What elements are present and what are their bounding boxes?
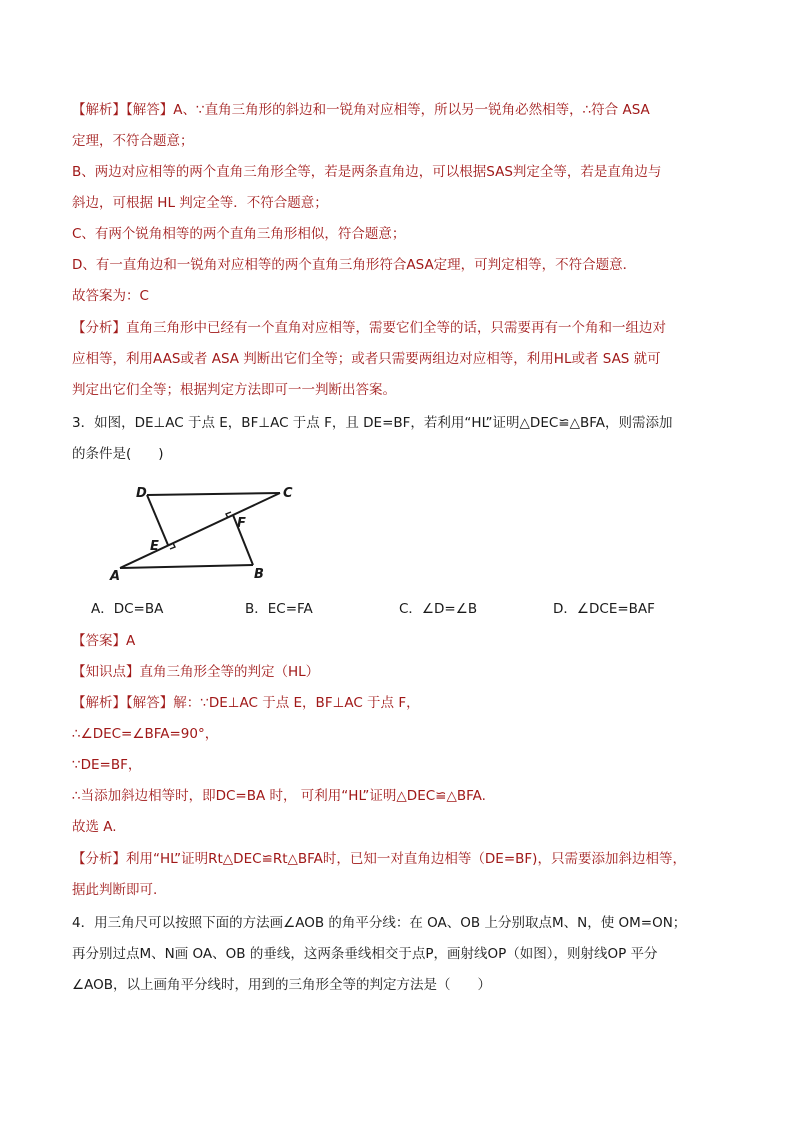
label-C: C xyxy=(283,486,293,501)
q3-solution-line-2: ∴∠DEC=∠BFA=90°， xyxy=(72,726,219,742)
analysis-line-4: 斜边，可根据 HL 判定全等．不符合题意； xyxy=(72,195,328,211)
segment-AC xyxy=(120,493,280,568)
analysis-line-3: B、两边对应相等的两个直角三角形全等，若是两条直角边，可以根据SAS判定全等，若是直角边与 xyxy=(72,164,662,180)
q3-knowledge-point: 【知识点】直角三角形全等的判定（HL） xyxy=(72,664,320,680)
q3-solution-line-5: 故选 A. xyxy=(72,819,117,835)
option-b: B．EC=FA xyxy=(245,601,313,617)
q3-solution-line-1: 【解析】【解答】解：∵DE⊥AC 于点 E，BF⊥AC 于点 F， xyxy=(72,695,420,711)
q4-stem-line-1: 4．用三角尺可以按照下面的方法画∠AOB 的角平分线：在 OA、OB 上分别取点M、N，使 OM=ON； xyxy=(72,915,687,931)
option-c: C．∠D=∠B xyxy=(399,601,478,617)
analysis-line-6: D、有一直角边和一锐角对应相等的两个直角三角形符合ASA定理，可判定相等，不符合题意． xyxy=(72,257,637,273)
analysis-line-2: 定理，不符合题意； xyxy=(72,133,194,149)
option-a: A．DC=BA xyxy=(91,601,164,617)
label-B: B xyxy=(254,567,264,582)
label-D: D xyxy=(136,486,147,501)
segment-AB xyxy=(120,565,253,568)
label-E: E xyxy=(150,539,159,554)
label-F: F xyxy=(237,516,246,531)
fenxi-line-1: 【分析】直角三角形中已经有一个直角对应相等，需要它们全等的话，只需要再有一个角和一组边对 xyxy=(72,320,666,336)
q4-stem-line-2: 再分别过点M、N画 OA、OB 的垂线，这两条垂线相交于点P，画射线OP（如图），则射线OP 平分 xyxy=(72,946,658,962)
segment-DE xyxy=(147,495,168,545)
q3-stem-line-1: 3．如图，DE⊥AC 于点 E，BF⊥AC 于点 F，且 DE=BF，若利用“HL”证明△DEC≌△BFA，则需添加 xyxy=(72,415,673,431)
analysis-line-1: 【解析】【解答】A、∵直角三角形的斜边和一锐角对应相等，所以另一锐角必然相等，∴符合 ASA xyxy=(72,102,650,118)
q3-solution-line-4: ∴当添加斜边相等时，即DC=BA 时， 可利用“HL”证明△DEC≌△BFA. xyxy=(72,788,486,804)
fenxi-line-2: 应相等，利用AAS或者 ASA 判断出它们全等；或者只需要两组边对应相等，利用HL或者 SAS 就可 xyxy=(72,351,661,367)
fenxi-line-3: 判定出它们全等；根据判定方法即可一一判断出答案。 xyxy=(72,382,396,398)
option-d: D．∠DCE=BAF xyxy=(553,601,655,617)
q3-stem-line-2: 的条件是( ) xyxy=(72,446,164,462)
q3-answer: 【答案】A xyxy=(72,633,136,649)
q3-solution-line-3: ∵DE=BF， xyxy=(72,757,142,773)
q4-stem-line-3: ∠AOB，以上画角平分线时，用到的三角形全等的判定方法是（ ） xyxy=(72,977,491,993)
segment-DC xyxy=(147,493,280,495)
q3-fenxi-line-1: 【分析】利用“HL”证明Rt△DEC≌Rt△BFA时，已知一对直角边相等（DE=BF)，只需要添加斜边相等， xyxy=(72,851,686,867)
q3-fenxi-line-2: 据此判断即可. xyxy=(72,882,158,898)
q3-geometry-figure xyxy=(100,480,340,590)
analysis-line-5: C、有两个锐角相等的两个直角三角形相似，符合题意； xyxy=(72,226,406,242)
label-A: A xyxy=(110,569,121,584)
answer-line: 故答案为：C xyxy=(72,288,149,304)
